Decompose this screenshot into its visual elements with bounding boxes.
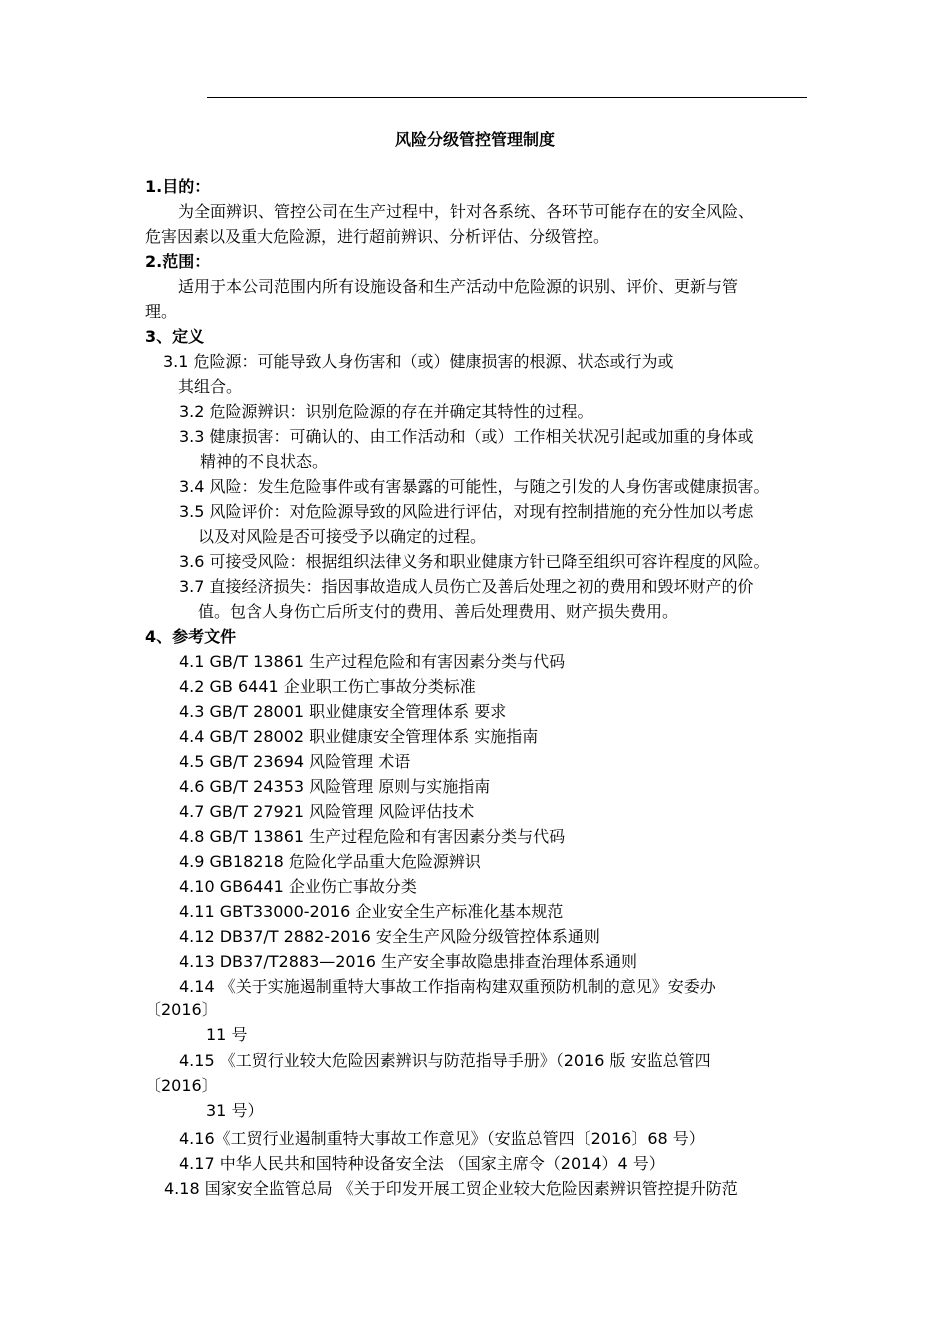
section-heading-scope: 2.范围： <box>145 252 211 271</box>
paragraph-line: 理。 <box>145 302 178 321</box>
reference-item: 4.1 GB/T 13861 生产过程危险和有害因素分类与代码 <box>179 652 566 671</box>
reference-item: 4.12 DB37/T 2882-2016 安全生产风险分级管控体系通则 <box>179 927 600 946</box>
section-heading-purpose: 1.目的： <box>145 177 211 196</box>
reference-item: 4.14 《关于实施遏制重特大事故工作指南构建双重预防机制的意见》安委办 <box>179 977 716 996</box>
reference-item: 4.17 中华人民共和国特种设备安全法 （国家主席令（2014）4 号） <box>179 1154 665 1173</box>
definition-item-cont: 精神的不良状态。 <box>200 452 329 471</box>
definition-item: 3.3 健康损害：可确认的、由工作活动和（或）工作相关状况引起或加重的身体或 <box>179 427 754 446</box>
reference-item: 4.6 GB/T 24353 风险管理 原则与实施指南 <box>179 777 491 796</box>
definition-item: 3.6 可接受风险：根据组织法律义务和职业健康方针已降至组织可容许程度的风险。 <box>179 552 770 571</box>
reference-item: 4.3 GB/T 28001 职业健康安全管理体系 要求 <box>179 702 507 721</box>
document-title: 风险分级管控管理制度 <box>394 130 555 149</box>
reference-item: 4.13 DB37/T2883—2016 生产安全事故隐患排查治理体系通则 <box>179 952 638 971</box>
reference-item: 4.8 GB/T 13861 生产过程危险和有害因素分类与代码 <box>179 827 566 846</box>
definition-item: 3.7 直接经济损失：指因事故造成人员伤亡及善后处理之初的费用和毁坏财产的价 <box>179 577 754 596</box>
section-heading-references: 4、参考文件 <box>145 627 237 646</box>
reference-item: 4.10 GB6441 企业伤亡事故分类 <box>179 877 417 896</box>
definition-item-cont: 值。包含人身伤亡后所支付的费用、善后处理费用、财产损失费用。 <box>198 602 679 621</box>
definition-item-cont: 以及对风险是否可接受予以确定的过程。 <box>198 527 487 546</box>
reference-item: 4.18 国家安全监管总局 《关于印发开展工贸企业较大危险因素辨识管控提升防范 <box>164 1179 738 1198</box>
header-rule <box>207 97 807 98</box>
reference-item-cont: 〔2016〕 <box>145 1076 218 1095</box>
paragraph-line: 危害因素以及重大危险源，进行超前辨识、分析评估、分级管控。 <box>145 227 610 246</box>
reference-item: 4.4 GB/T 28002 职业健康安全管理体系 实施指南 <box>179 727 539 746</box>
definition-item: 3.5 风险评价：对危险源导致的风险进行评估，对现有控制措施的充分性加以考虑 <box>179 502 754 521</box>
reference-item: 4.7 GB/T 27921 风险管理 风险评估技术 <box>179 802 475 821</box>
reference-item: 4.5 GB/T 23694 风险管理 术语 <box>179 752 411 771</box>
reference-item-cont: 31 号） <box>206 1101 264 1120</box>
reference-item-cont: 11 号 <box>206 1025 248 1044</box>
definition-item-cont: 其组合。 <box>178 377 243 396</box>
reference-item: 4.11 GBT33000-2016 企业安全生产标准化基本规范 <box>179 902 564 921</box>
definition-item: 3.1 危险源：可能导致人身伤害和（或）健康损害的根源、状态或行为或 <box>163 352 674 371</box>
definition-item: 3.2 危险源辨识：识别危险源的存在并确定其特性的过程。 <box>179 402 594 421</box>
reference-item: 4.9 GB18218 危险化学品重大危险源辨识 <box>179 852 481 871</box>
reference-item-cont: 〔2016〕 <box>145 1000 218 1019</box>
definition-item: 3.4 风险：发生危险事件或有害暴露的可能性，与随之引发的人身伤害或健康损害。 <box>179 477 770 496</box>
paragraph-line: 为全面辨识、管控公司在生产过程中，针对各系统、各环节可能存在的安全风险、 <box>178 202 755 221</box>
reference-item: 4.15 《工贸行业较大危险因素辨识与防范指导手册》（2016 版 安监总管四 <box>179 1051 711 1070</box>
reference-item: 4.2 GB 6441 企业职工伤亡事故分类标准 <box>179 677 476 696</box>
reference-item: 4.16《工贸行业遏制重特大事故工作意见》（安监总管四〔2016〕68 号） <box>179 1129 705 1148</box>
section-heading-definitions: 3、定义 <box>145 327 205 346</box>
paragraph-line: 适用于本公司范围内所有设施设备和生产活动中危险源的识别、评价、更新与管 <box>178 277 739 296</box>
